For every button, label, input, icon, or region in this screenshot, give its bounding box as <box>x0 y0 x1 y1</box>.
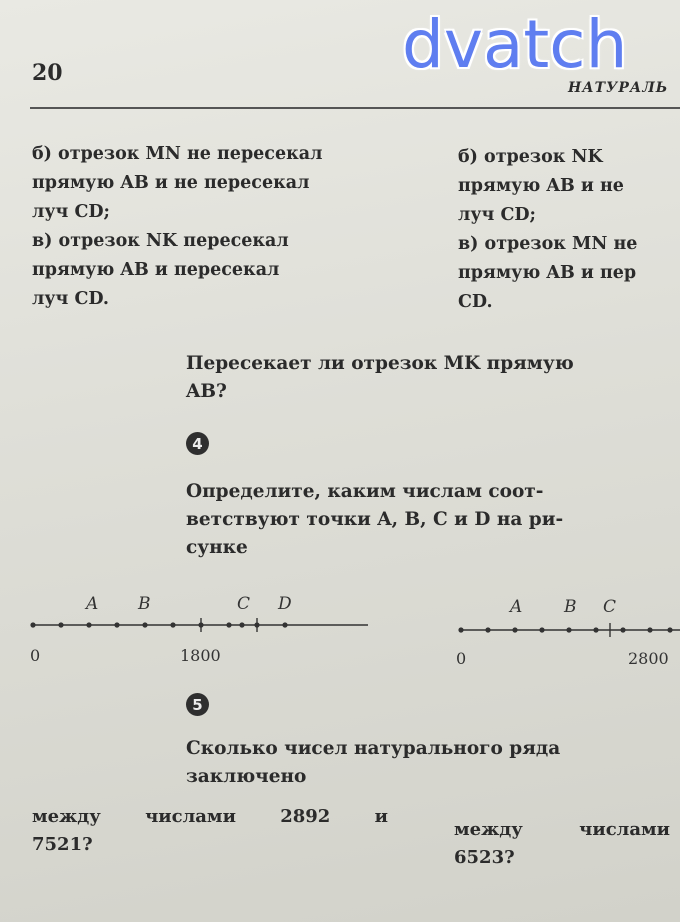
number: 2892 <box>280 806 331 827</box>
task-number-badge: 5 <box>186 693 209 716</box>
task4-line-3: сунке <box>186 537 248 558</box>
subtask-right-line-1 <box>454 816 670 844</box>
tick-dot <box>566 627 571 632</box>
question-text <box>186 350 574 406</box>
word: между <box>454 819 523 840</box>
section-title: НАТУРАЛЬ <box>568 80 669 96</box>
tick-dot <box>282 622 287 627</box>
tick-dot <box>142 622 147 627</box>
left-line-2: прямую AB и не пересекал <box>32 173 310 193</box>
task-number-badge: 4 <box>186 432 209 455</box>
subtask-right <box>454 816 670 872</box>
task5-text <box>186 735 560 791</box>
word: числами <box>579 819 670 840</box>
question-line-2: AB? <box>186 381 227 402</box>
word: числами <box>145 806 236 827</box>
right-line-6: CD. <box>458 292 493 312</box>
tick-dot <box>226 622 231 627</box>
label-2800: 2800 <box>628 649 669 668</box>
subtask-left-line-1 <box>32 803 388 831</box>
label-zero: 0 <box>456 649 467 668</box>
left-line-1: б) отрезок MN не пересекал <box>32 144 323 164</box>
subtask-right-line-2: 6523? <box>454 847 515 868</box>
tick-dot <box>512 627 517 632</box>
page-number: 20 <box>32 60 63 86</box>
tick-dot <box>485 627 490 632</box>
left-line-5: прямую AB и пересекал <box>32 260 280 280</box>
word: и <box>374 806 388 827</box>
left-line-3: луч CD; <box>32 202 111 222</box>
number-line-1 <box>0 585 400 675</box>
label-zero: 0 <box>30 646 41 665</box>
tick-dot <box>86 622 91 627</box>
label-c: C <box>603 597 617 617</box>
label-b: B <box>564 597 577 617</box>
left-line-4: в) отрезок NK пересекал <box>32 231 289 251</box>
right-line-3: луч CD; <box>458 205 537 225</box>
task4-line-1: Определите, каким числам соот- <box>186 481 544 502</box>
tick-dot <box>458 627 463 632</box>
label-a: A <box>510 597 523 617</box>
tick-dot <box>620 627 625 632</box>
tick-dot <box>667 627 672 632</box>
tick-dot <box>593 627 598 632</box>
task5-line-1: Сколько чисел натурального ряда <box>186 738 561 759</box>
tick-dot <box>539 627 544 632</box>
right-line-2: прямую AB и не <box>458 176 624 196</box>
watermark: dvatch <box>402 6 628 83</box>
label-b: B <box>138 594 151 614</box>
header-rule <box>30 107 680 109</box>
right-line-4: в) отрезок MN не <box>458 234 638 254</box>
question-line-1: Пересекает ли отрезок MK прямую <box>186 353 574 374</box>
left-line-6: луч CD. <box>32 289 110 309</box>
subtask-left <box>32 803 388 859</box>
task4-text <box>186 478 563 562</box>
task5-line-2: заключено <box>186 766 307 787</box>
label-c: C <box>237 594 251 614</box>
right-line-5: прямую AB и пер <box>458 263 637 283</box>
point-c <box>239 622 244 627</box>
label-d: D <box>278 594 292 614</box>
label-a: A <box>86 594 99 614</box>
word: между <box>32 806 101 827</box>
tick-dot <box>170 622 175 627</box>
label-1800: 1800 <box>180 646 221 665</box>
tick-dot <box>647 627 652 632</box>
tick-dot <box>114 622 119 627</box>
right-column <box>458 143 680 317</box>
number-line-2 <box>440 590 680 680</box>
task4-line-2: ветствуют точки A, B, C и D на ри- <box>186 509 564 530</box>
right-line-1: б) отрезок NK <box>458 147 603 167</box>
tick-dot <box>58 622 63 627</box>
subtask-left-line-2: 7521? <box>32 834 93 855</box>
tick-dot <box>30 622 35 627</box>
left-column <box>32 140 392 314</box>
